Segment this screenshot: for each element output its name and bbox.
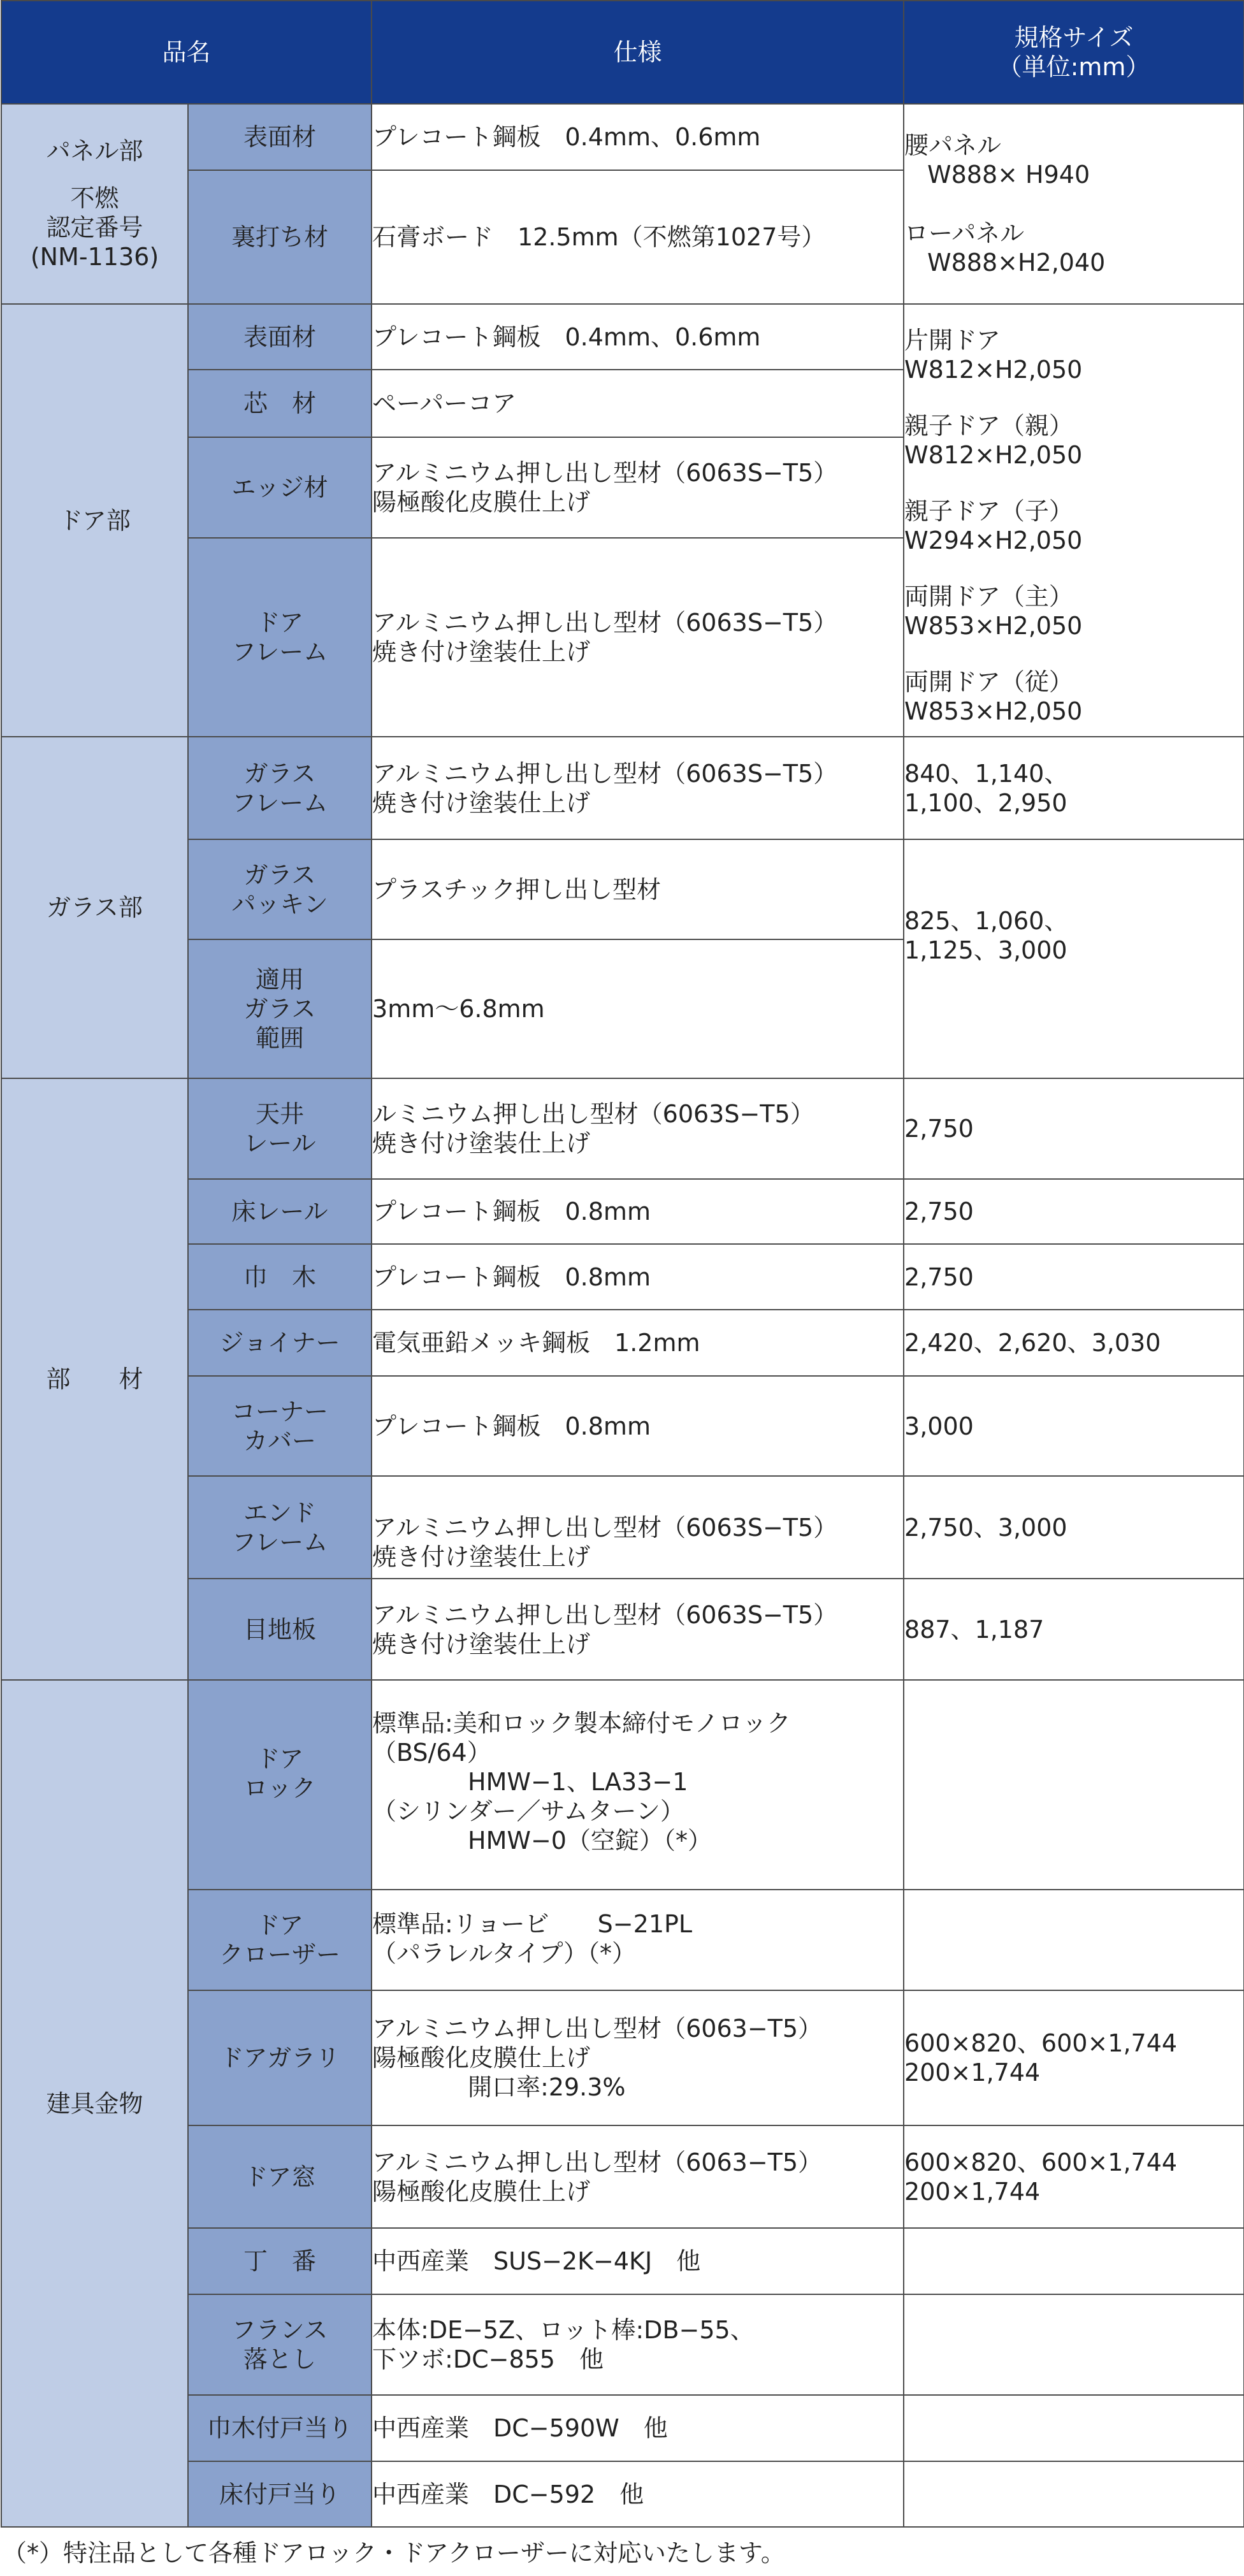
item-name: 巾木付戸当り [188,2395,372,2461]
item-spec: プレコート鋼板 0.4mm、0.6mm [372,304,904,370]
item-name: 表面材 [188,304,372,370]
item-size: 2,750、3,000 [904,1476,1244,1579]
table-row [1,737,1244,839]
table-row [1,1244,1244,1310]
item-name: ガラス パッキン [188,839,372,939]
item-name: 巾 木 [188,1244,372,1310]
item-spec: アルミニウム押し出し型材（6063S−T5） 焼き付け塗装仕上げ [372,1579,904,1680]
category-hardware: 建具金物 [1,1680,188,2527]
table-row [1,1890,1244,1990]
header-spec: 仕様 [372,1,904,104]
table-row [1,304,1244,370]
item-name: 目地板 [188,1579,372,1680]
item-name: 適用 ガラス 範囲 [188,939,372,1078]
item-size: 2,420、2,620、3,030 [904,1310,1244,1376]
category-glass: ガラス部 [1,737,188,1078]
category-panel: パネル部 不燃 認定番号 (NM-1136) [1,104,188,304]
header-name: 品名 [1,1,372,104]
item-spec: アルミニウム押し出し型材（6063S−T5） 焼き付け塗装仕上げ [372,737,904,839]
item-name: フランス 落とし [188,2294,372,2395]
size-door: 片開ドア W812×H2,050 親子ドア（親） W812×H2,050 親子ドア（子） W294×H2,050 両開ドア（主） W853×H2,050 両開ドア（従） W853×H2,050 [904,304,1244,737]
item-spec: アルミニウム押し出し型材（6063S−T5） 陽極酸化皮膜仕上げ [372,437,904,538]
item-spec: プレコート鋼板 0.8mm [372,1179,904,1244]
item-name: 床レール [188,1179,372,1244]
item-spec: プラスチック押し出し型材 [372,839,904,939]
table-row [1,1376,1244,1476]
header-size: 規格サイズ （単位:mm） [904,1,1244,104]
item-spec: 標準品:リョービ S−21PL （パラレルタイプ）（*） [372,1890,904,1990]
item-name: 表面材 [188,104,372,170]
item-name: ジョイナー [188,1310,372,1376]
item-size: 600×820、600×1,744 200×1,744 [904,2125,1244,2228]
item-size: 2,750 [904,1244,1244,1310]
item-name: ドア クローザー [188,1890,372,1990]
item-size [904,2395,1244,2461]
item-name: 天井 レール [188,1078,372,1179]
size-panel: 腰パネル W888× H940 ローパネル W888×H2,040 [904,104,1244,304]
item-name: 丁 番 [188,2228,372,2294]
item-size: 3,000 [904,1376,1244,1476]
header-row [1,1,1244,104]
item-spec: 中西産業 SUS−2K−4KJ 他 [372,2228,904,2294]
item-size: 2,750 [904,1179,1244,1244]
item-spec: プレコート鋼板 0.4mm、0.6mm [372,104,904,170]
item-name: ドアガラリ [188,1990,372,2125]
table-row [1,104,1244,170]
item-size [904,1890,1244,1990]
table-row [1,1310,1244,1376]
item-spec: 電気亜鉛メッキ鋼板 1.2mm [372,1310,904,1376]
item-size [904,2228,1244,2294]
item-name: 床付戸当り [188,2461,372,2527]
item-name: コーナー カバー [188,1376,372,1476]
item-spec: 標準品:美和ロック製本締付モノロック （BS/64） HMW−1、LA33−1 （シリンダー／サムターン） HMW−0（空錠）（*） [372,1680,904,1890]
item-spec: プレコート鋼板 0.8mm [372,1244,904,1310]
item-spec: ルミニウム押し出し型材（6063S−T5） 焼き付け塗装仕上げ [372,1078,904,1179]
item-size: 840、1,140、 1,100、2,950 [904,737,1244,839]
item-name: 芯 材 [188,370,372,437]
item-size [904,2294,1244,2395]
item-spec: 本体:DE−5Z、ロット棒:DB−55、 下ツボ:DC−855 他 [372,2294,904,2395]
table-row [1,1579,1244,1680]
table-row [1,1476,1244,1579]
item-size: 2,750 [904,1078,1244,1179]
category-door: ドア部 [1,304,188,737]
item-size [904,1680,1244,1890]
table-row [1,1990,1244,2125]
spec-table [1,0,1244,2528]
item-name: エッジ材 [188,437,372,538]
item-spec: アルミニウム押し出し型材（6063−T5） 陽極酸化皮膜仕上げ [372,2125,904,2228]
item-size: 600×820、600×1,744 200×1,744 [904,1990,1244,2125]
item-name: ドア窓 [188,2125,372,2228]
item-spec: ペーパーコア [372,370,904,437]
item-size: 825、1,060、 1,125、3,000 [904,839,1244,1078]
item-size [904,2461,1244,2527]
item-name: ガラス フレーム [188,737,372,839]
footnote: （*）特注品として各種ドアロック・ドアクローザーに対応いたします。 [3,2539,785,2567]
table-row [1,2228,1244,2294]
item-spec: 中西産業 DC−592 他 [372,2461,904,2527]
item-size: 887、1,187 [904,1579,1244,1680]
item-spec: アルミニウム押し出し型材（6063S−T5） 焼き付け塗装仕上げ [372,538,904,737]
category-parts: 部 材 [1,1078,188,1680]
item-name: ドア ロック [188,1680,372,1890]
table-row [1,1078,1244,1179]
item-spec: プレコート鋼板 0.8mm [372,1376,904,1476]
item-spec: 3mm〜6.8mm [372,939,904,1078]
table-row [1,839,1244,939]
item-name: ドア フレーム [188,538,372,737]
table-row [1,2395,1244,2461]
item-spec: アルミニウム押し出し型材（6063−T5） 陽極酸化皮膜仕上げ 開口率:29.3% [372,1990,904,2125]
item-spec: 石膏ボード 12.5mm（不燃第1027号） [372,170,904,304]
item-name: 裏打ち材 [188,170,372,304]
table-row [1,1680,1244,1890]
table-row [1,1179,1244,1244]
item-spec: アルミニウム押し出し型材（6063S−T5） 焼き付け塗装仕上げ [372,1476,904,1579]
table-row [1,2125,1244,2228]
item-spec: 中西産業 DC−590W 他 [372,2395,904,2461]
table-row [1,2294,1244,2395]
table-row [1,2461,1244,2527]
item-name: エンド フレーム [188,1476,372,1579]
